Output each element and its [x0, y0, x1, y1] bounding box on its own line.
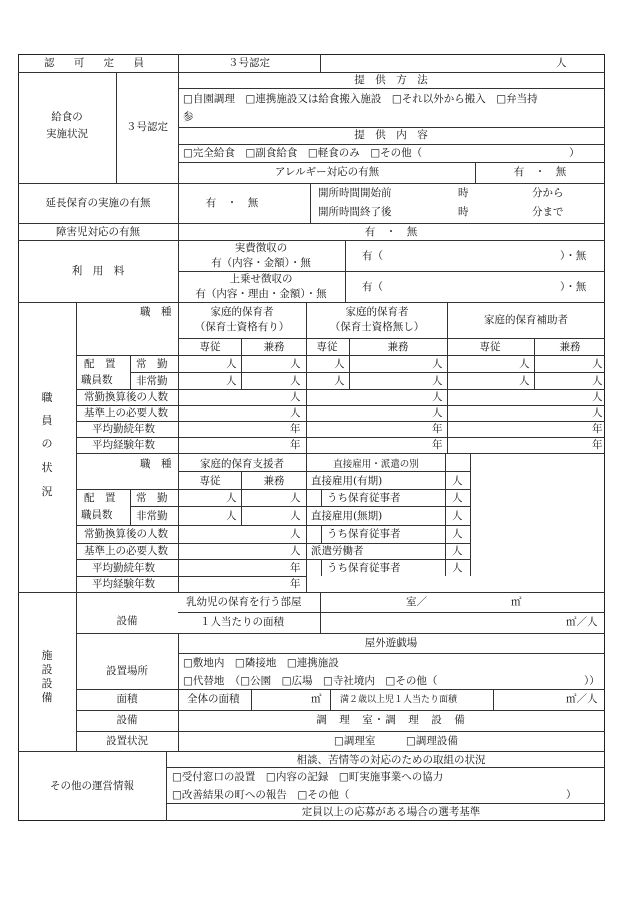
of-which-label: うち保育従事者	[327, 492, 401, 504]
total-area-label: 全体の面積	[187, 693, 240, 705]
direct-perm-label: 直接雇用(無期)	[311, 510, 383, 522]
unit-person: 人	[432, 358, 443, 370]
unit-year: 年	[592, 439, 603, 451]
rule	[178, 612, 605, 613]
rule	[76, 710, 605, 711]
after-hour: 時	[458, 206, 469, 218]
facility-section-char: 施	[41, 649, 53, 662]
method-options-cont: 参	[183, 111, 194, 123]
parttime-header: 兼務	[263, 341, 285, 353]
disability-label: 障害児対応の有無	[56, 226, 140, 238]
required-label: 基準上の必要人数	[84, 407, 168, 419]
disability-value[interactable]: 有 ・ 無	[364, 226, 418, 238]
rule	[241, 471, 242, 525]
content-header: 提 供 内 容	[354, 129, 428, 141]
rule	[178, 162, 605, 163]
dispatch-label: 派遣労働者	[311, 545, 364, 557]
capacity-type: ３号認定	[228, 57, 270, 69]
unit-year: 年	[290, 562, 301, 574]
before-hour: 時	[458, 187, 469, 199]
other-info-label: その他の運営情報	[50, 780, 134, 792]
actual-fee-value[interactable]: 有（	[362, 250, 383, 262]
regular-label: 常 勤	[136, 492, 168, 504]
staff-section-char: 状	[41, 461, 53, 474]
actual-fee-label-1: 実費徴収の	[234, 242, 288, 254]
per-child-area-label: １人当たりの面積	[200, 616, 284, 628]
rule	[76, 576, 306, 577]
rule	[76, 421, 605, 422]
unit-person: 人	[452, 492, 463, 504]
unit-person: 人	[290, 375, 301, 387]
rule	[178, 144, 605, 145]
rule	[178, 633, 179, 751]
years-label: 平均勤続年数	[92, 423, 155, 435]
rule	[178, 653, 605, 654]
unit-person: 人	[519, 358, 530, 370]
rule	[76, 489, 470, 490]
capacity-unit: 人	[556, 57, 567, 69]
of-which-label: うち保育従事者	[327, 528, 401, 540]
unit-person: 人	[290, 510, 301, 522]
rule	[321, 489, 322, 507]
rule	[178, 471, 470, 472]
rule	[18, 223, 605, 224]
actual-fee-label-2: 有（内容・金額）・無	[211, 257, 311, 269]
parttime-header: 兼務	[387, 341, 409, 353]
rule	[76, 731, 605, 732]
area-label: 面積	[116, 693, 138, 705]
fte-label: 常勤換算後の人数	[84, 391, 168, 403]
nonregular-label: 非常勤	[136, 510, 168, 522]
complaint-options-close: ）	[566, 789, 577, 801]
cat2-subtitle: （保育士資格無し）	[329, 321, 425, 333]
unit-person: 人	[452, 545, 463, 557]
rule	[330, 689, 331, 710]
fulltime-header: 専従	[316, 341, 338, 353]
unit-year: 年	[592, 423, 603, 435]
rule	[178, 54, 179, 592]
assignment-label-1: 配 置	[84, 358, 116, 370]
extra-fee-tail: ）・無	[560, 281, 587, 293]
assignment-label-2: 職員数	[81, 374, 113, 386]
unit-person: 人	[432, 407, 443, 419]
rule	[321, 559, 322, 576]
allergy-label: アレルギー対応の有無	[274, 166, 380, 178]
unit-person: 人	[592, 358, 603, 370]
fulltime-header: 専従	[199, 475, 221, 487]
room-label: 乳幼児の保育を行う部屋	[186, 596, 302, 608]
rule	[76, 302, 77, 751]
location-label: 設置場所	[106, 665, 148, 677]
unit-person: 人	[432, 391, 443, 403]
cat1-subtitle: （保育士資格有り）	[194, 321, 290, 333]
rule	[470, 453, 471, 576]
unit-person: 人	[519, 375, 530, 387]
location-options-close: ））	[584, 675, 600, 687]
regular-label: 常 勤	[136, 358, 168, 370]
rule	[475, 162, 476, 183]
unit-person: 人	[290, 358, 301, 370]
method-header: 提 供 方 法	[354, 74, 428, 86]
unit-person: 人	[226, 375, 237, 387]
rule	[18, 183, 605, 184]
equipment-label-2: 設備	[116, 714, 138, 726]
rule	[76, 453, 605, 454]
facility-section-char: 設	[41, 663, 53, 676]
rule	[76, 405, 605, 406]
cat2-title: 家庭的保育者	[345, 306, 409, 318]
staff-section-char: の	[41, 437, 53, 450]
rule	[178, 127, 605, 128]
cat3-title: 家庭的保育補助者	[484, 314, 568, 326]
after-close-label: 開所時間終了後	[318, 206, 392, 218]
of-which-label: うち保育従事者	[327, 562, 401, 574]
parttime-header: 兼務	[559, 341, 581, 353]
rule	[76, 437, 605, 438]
required-label: 基準上の必要人数	[84, 545, 168, 557]
rule	[320, 54, 321, 72]
rule	[76, 633, 605, 634]
rule	[166, 751, 167, 821]
cat4-title: 家庭的保育支援者	[200, 458, 284, 470]
parttime-header: 兼務	[263, 475, 285, 487]
facility-section-char: 設	[41, 677, 53, 690]
staff-section-char: 職	[41, 391, 53, 404]
employment-type-header: 直接雇用・派遣の別	[333, 459, 419, 470]
unit-year: 年	[432, 423, 443, 435]
extra-fee-label-2: 有（内容・理由・金額）・無	[195, 288, 327, 300]
extended-value[interactable]: 有 ・ 無	[205, 197, 259, 209]
cat1-title: 家庭的保育者	[210, 306, 274, 318]
selection-criteria: 定員以上の応募がある場合の選考基準	[301, 806, 481, 818]
before-min: 分から	[532, 187, 564, 199]
unit-year: 年	[432, 439, 443, 451]
unit-year: 年	[290, 423, 301, 435]
unit-person: 人	[592, 375, 603, 387]
playground-label: 屋外遊戯場	[364, 637, 418, 649]
equipment-label: 設備	[116, 615, 138, 627]
rule	[306, 453, 307, 592]
rule	[76, 525, 470, 526]
rule	[18, 592, 605, 593]
after-min: 分まで	[532, 206, 564, 218]
complaint-header: 相談、苦情等の対応のための取組の状況	[296, 754, 486, 766]
before-open-label: 開所時間開始前	[318, 187, 392, 199]
rule	[130, 489, 131, 525]
unit-person: 人	[290, 528, 301, 540]
unit-person: 人	[592, 391, 603, 403]
facility-section-char: 備	[41, 691, 53, 704]
fulltime-header: 専従	[199, 341, 221, 353]
rule	[18, 72, 605, 73]
unit-person: 人	[452, 510, 463, 522]
complaint-options-2[interactable]: □改善結果の町への報告 □その他（	[172, 789, 350, 801]
kitchen-header: 調 理 室・調 理 設 備	[316, 714, 466, 726]
unit-person: 人	[334, 375, 345, 387]
rule	[251, 689, 252, 710]
extended-label: 延長保育の実施の有無	[45, 197, 151, 209]
rule	[116, 72, 117, 183]
method-options[interactable]: □自園調理 □連携施設又は給食搬入施設 □それ以外から搬入 □弁当持	[183, 93, 538, 105]
assignment-label-1: 配 置	[84, 492, 116, 504]
rule	[445, 453, 446, 576]
rule	[76, 543, 470, 544]
staff-section-char: 員	[41, 414, 53, 427]
over2-area-label: 満２歳以上児１人当たり面積	[340, 695, 458, 705]
job-type-label: 職 種	[140, 306, 172, 318]
rule	[166, 767, 605, 768]
rule	[76, 559, 470, 560]
kitchen-option-1[interactable]: □調理室	[334, 735, 376, 747]
rule	[493, 689, 494, 710]
extra-fee-label-1: 上乗せ徴収の	[229, 273, 293, 285]
experience-label: 平均経験年数	[92, 439, 155, 451]
unit-person: 人	[452, 528, 463, 540]
unit-person: 人	[452, 562, 463, 574]
kitchen-option-2[interactable]: □調理設備	[406, 735, 458, 747]
rule	[18, 240, 605, 241]
unit-person: 人	[452, 475, 463, 487]
over2-area-unit: ㎡／人	[566, 693, 598, 705]
fulltime-header: 専従	[479, 341, 501, 353]
unit-person: 人	[226, 510, 237, 522]
rule	[178, 271, 605, 272]
rule	[241, 338, 242, 389]
rule	[18, 302, 605, 303]
rule	[310, 183, 311, 223]
per-child-area-unit: ㎡／人	[566, 616, 598, 628]
rule	[321, 525, 322, 543]
unit-person: 人	[226, 358, 237, 370]
rule	[76, 689, 605, 690]
unit-person: 人	[334, 358, 345, 370]
meals-type: ３号認定	[126, 121, 168, 133]
room-unit-2: ㎡	[511, 596, 522, 608]
meals-label-2: 実施状況	[46, 128, 88, 140]
unit-person: 人	[290, 492, 301, 504]
unit-year: 年	[290, 439, 301, 451]
unit-person: 人	[290, 391, 301, 403]
fees-label: 利 用 料	[71, 265, 125, 277]
total-area-unit: ㎡	[311, 693, 322, 705]
rule	[76, 389, 605, 390]
rule	[345, 240, 346, 302]
unit-person: 人	[592, 407, 603, 419]
unit-person: 人	[432, 375, 443, 387]
rule	[306, 302, 307, 453]
years-label: 平均勤続年数	[92, 562, 155, 574]
fte-label: 常勤換算後の人数	[84, 528, 168, 540]
assignment-label-2: 職員数	[81, 509, 113, 521]
unit-person: 人	[290, 407, 301, 419]
rule	[166, 803, 605, 804]
rule	[76, 355, 605, 356]
nonregular-label: 非常勤	[136, 375, 168, 387]
rule	[178, 88, 605, 89]
unit-person: 人	[226, 492, 237, 504]
extra-fee-value[interactable]: 有（	[362, 281, 383, 293]
rule	[18, 751, 605, 752]
job-type-label: 職 種	[140, 458, 172, 470]
content-options[interactable]: □完全給食 □副食給食 □軽食のみ □その他（ ）	[183, 147, 580, 159]
complaint-options-1[interactable]: □受付窓口の設置 □内容の記録 □町実施事業への協力	[172, 771, 444, 783]
direct-fixed-label: 直接雇用(有期)	[311, 475, 383, 487]
location-options-1[interactable]: □敷地内 □隣接地 □連携施設	[183, 657, 339, 669]
rule	[130, 355, 131, 389]
experience-label: 平均経験年数	[92, 578, 155, 590]
rule	[349, 338, 350, 389]
actual-fee-tail: ）・無	[560, 250, 587, 262]
rule	[320, 592, 321, 633]
staff-section-char: 況	[41, 485, 53, 498]
rule	[178, 338, 605, 339]
rule	[447, 302, 448, 453]
rule	[130, 506, 470, 507]
meals-label-1: 給食の	[51, 111, 83, 123]
install-status-label: 設置状況	[106, 735, 148, 747]
allergy-value[interactable]: 有 ・ 無	[513, 166, 567, 178]
room-unit-1: 室／	[406, 596, 427, 608]
unit-person: 人	[290, 545, 301, 557]
capacity-label: 認 可 定 員	[43, 57, 153, 69]
rule	[534, 338, 535, 389]
location-options-2[interactable]: □代替地 （□公園 □広場 □寺社境内 □その他（	[183, 675, 438, 687]
unit-year: 年	[290, 578, 301, 590]
